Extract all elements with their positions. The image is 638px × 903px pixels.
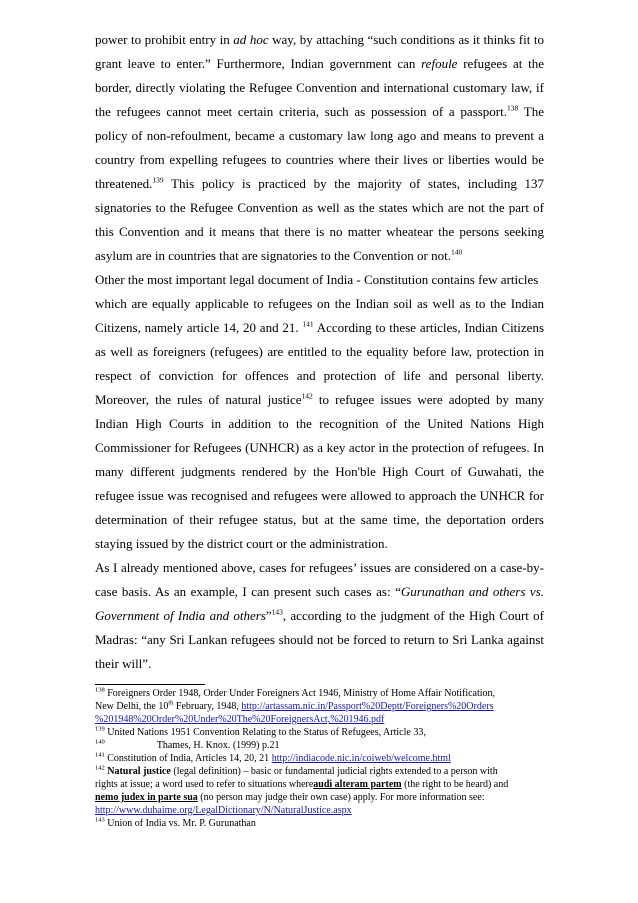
footnote-term: nemo judex in parte sua [95, 792, 198, 803]
footnote-138-line-2 [95, 700, 544, 713]
body-line [95, 436, 544, 460]
footnote-text: (legal definition) – basic or fundamental judicial rights extended to a person with [170, 766, 498, 777]
body-line [95, 628, 544, 652]
footnote-text: February, 1948, [173, 701, 242, 712]
footnote-term: Natural justice [107, 766, 171, 777]
footnote-number: 138 [95, 686, 105, 694]
body-text-run: as well as foreigners (refugees) are entitled to the equality before law, protection in [95, 344, 544, 359]
footnote-138-line-3 [95, 713, 544, 726]
body-line [95, 244, 544, 268]
body-text-run: their will”. [95, 656, 152, 671]
italic-text-run: Government of India and others [95, 608, 266, 623]
body-text-run: policy of non-refoulment, became a customary law long ago and means to prevent a [95, 128, 544, 143]
body-line [95, 460, 544, 484]
body-text-run: Madras: “any Sri Lankan refugees should not be forced to return to Sri Lanka against [95, 632, 544, 647]
body-line [95, 220, 544, 244]
footnote-text: United Nations 1951 Convention Relating to the Status of Refugees, Article 33, [104, 727, 426, 738]
footnote-number: 140 [95, 738, 105, 746]
body-text-run: which are equally applicable to refugees on the Indian soil as well as to the Indian [95, 296, 544, 311]
footnote-text: Foreigners Order 1948, Order Under Foreigners Act 1946, Ministry of Home Affair Notification, [104, 688, 496, 699]
footnote-reference: 142 [301, 391, 313, 401]
ordinal-suffix: th [168, 699, 174, 707]
body-text-run: case basis. As an example, I can present such cases as: “ [95, 584, 401, 599]
body-text-run: determination of their refugee status, but at the same time, the deportation orders [95, 512, 544, 527]
body-line [95, 268, 544, 292]
body-line [95, 652, 544, 676]
body-text-run: many different judgments rendered by the Hon'ble High Court of Guwahati, the [95, 464, 544, 479]
footnote-138 [95, 687, 544, 700]
footnote-text: New Delhi, the 10 [95, 701, 169, 712]
footnote-reference: 139 [152, 175, 164, 185]
footnote-text: (the right to be heard) and [401, 779, 509, 790]
body-text-run: Other the most important legal document of India - Constitution contains few articles [95, 272, 539, 287]
body-line [95, 556, 544, 580]
body-text-run: border, directly violating the Refugee Convention and international customary law, if [95, 80, 544, 95]
footnote-reference: 141 [302, 319, 314, 329]
body-text-run: signatories to the Refugee Convention as well as the states which are not the part of [95, 200, 544, 215]
body-text-run: According to these articles, Indian Citizens [313, 320, 544, 335]
footnote-number: 143 [95, 816, 105, 824]
body-text-run: refugee issue was recognised and refugees were allowed to approach the UNHCR for [95, 488, 544, 503]
body-line [95, 364, 544, 388]
body-text-run: , according to the judgment of the High Court of [282, 608, 544, 623]
footnote-link[interactable]: http://www.duhaime.org/LegalDictionary/N/NaturalJustice.aspx [95, 805, 352, 816]
body-line [95, 388, 544, 412]
body-text-run: ” [265, 608, 272, 623]
body-line [95, 292, 544, 316]
footnote-reference: 140 [450, 247, 463, 257]
footnote-reference: 138 [507, 103, 519, 113]
body-text-run: power to prohibit entry in [95, 32, 234, 47]
body-text-run: country from expelling refugees to countries where their lives or liberties would be [95, 152, 544, 167]
body-line [95, 148, 544, 172]
body-line [95, 76, 544, 100]
footnote-link[interactable]: http://artassam.nic.in/Passport%20Deptt/Foreigners%20Orders [241, 701, 494, 712]
footnote-reference: 143 [271, 607, 283, 617]
body-line [95, 340, 544, 364]
body-text-run: Citizens, namely article 14, 20 and 21. [95, 320, 303, 335]
footnote-number: 142 [95, 764, 105, 772]
footnote-text: Constitution of India, Articles 14, 20, 21 [104, 753, 272, 764]
italic-text-run: ad hoc [233, 32, 269, 47]
footnote-text: Union of India vs. Mr. P. Gurunathan [104, 818, 256, 829]
footnote-link-continued[interactable]: %201948%20Order%20Under%20The%20ForeignersAct,%201946.pdf [95, 714, 385, 725]
body-line [95, 28, 544, 52]
body-text-run: respect of conviction for offences and protection of life and personal liberty. [95, 368, 544, 383]
body-text-run: threatened. [95, 176, 153, 191]
body-text-run: staying issued by the district court or the administration. [95, 536, 388, 551]
footnote-number: 141 [95, 751, 105, 759]
body-line [95, 196, 544, 220]
footnote-text: Thames, H. Knox. (1999) p.21 [156, 740, 280, 751]
body-text-run: The [518, 104, 544, 119]
footnote-number: 139 [95, 725, 105, 733]
body-line [95, 580, 544, 604]
footnote-142-line-2 [95, 778, 544, 791]
body-line [95, 508, 544, 532]
footnote-142-line-4 [95, 804, 544, 817]
footnote-142 [95, 765, 544, 778]
body-text-run: Indian High Courts in addition to the recognition of the United Nations High [95, 416, 544, 431]
italic-text-run: Gurunathan and others vs. [400, 584, 544, 599]
body-text-run: refugees at the [457, 56, 544, 71]
footnote-text: rights at issue; a word used to refer to situations where [95, 779, 314, 790]
footnote-142-line-3 [95, 791, 544, 804]
body-line [95, 172, 544, 196]
body-text-run: grant leave to enter.” Furthermore, Indian government can [95, 56, 422, 71]
body-text-run: to refugee issues were adopted by many [312, 392, 544, 407]
body-text-run: Moreover, the rules of natural justice [95, 392, 302, 407]
footnote-139 [95, 726, 544, 739]
body-line [95, 100, 544, 124]
body-text-run: asylum are in countries that are signatories to the Convention or not. [95, 248, 451, 263]
body-text-run: Commissioner for Refugees (UNHCR) as a key actor in the protection of refugees. In [95, 440, 544, 455]
footnote-text: (no person may judge their own case) apply. For more information see: [197, 792, 485, 803]
footnote-141 [95, 752, 544, 765]
body-line [95, 604, 544, 628]
body-line [95, 412, 544, 436]
body-text-run: the refugees cannot meet certain criteria, such as possession of a passport. [95, 104, 508, 119]
footnote-143 [95, 817, 544, 830]
body-line [95, 532, 544, 556]
footnote-term: audi alteram partem [313, 779, 402, 790]
body-text-run: this Convention and it means that there is no matter wheatear the persons seeking [95, 224, 544, 239]
body-line [95, 52, 544, 76]
body-text-run: This policy is practiced by the majority of states, including 137 [163, 176, 544, 191]
body-text-run: way, by attaching “such conditions as it thinks fit to [268, 32, 544, 47]
italic-text-run: refoule [421, 56, 458, 71]
footnote-separator [95, 684, 205, 685]
body-line [95, 124, 544, 148]
body-line [95, 316, 544, 340]
body-line [95, 484, 544, 508]
footnote-link[interactable]: http://indiacode.nic.in/coiweb/welcome.html [271, 753, 451, 764]
footnote-140 [95, 739, 544, 752]
body-text-run: As I already mentioned above, cases for refugees’ issues are considered on a case-by- [95, 560, 544, 575]
